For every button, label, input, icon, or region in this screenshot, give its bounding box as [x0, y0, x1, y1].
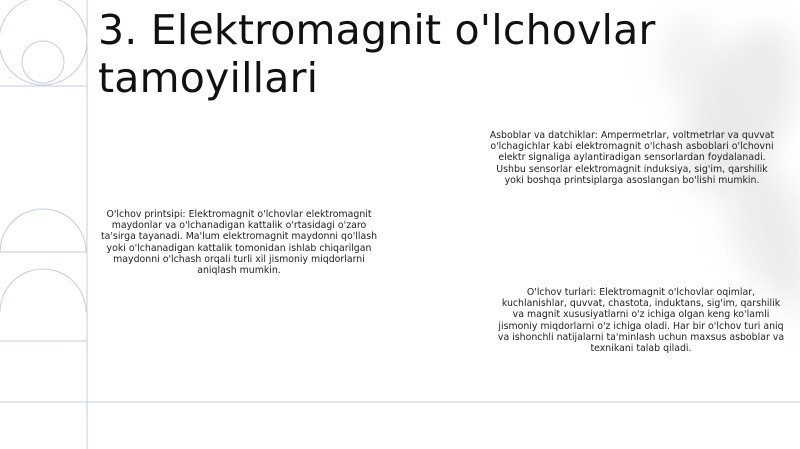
slide-title: 3. Elektromagnit o'lchovlar tamoyillari	[98, 6, 656, 102]
text-block-types: O'lchov turlari: Elektromagnit o'lchovlar oqimlar, kuchlanishlar, quvvat, chastota, induktans, sig'im, qarshilik va magnit xususiyatlarni o'z ichiga olgan keng ko'lamli jismoniy miqdorlarni o'z ichiga oladi. Har bir o'lchov turi aniq va ishonchli natijalarni ta'minlash uchun maxsus asboblar va texnikani talab qiladi.	[497, 287, 785, 355]
text-block-principle: O'lchov printsipi: Elektromagnit o'lchovlar elektromagnit maydonlar va o'lchanadigan kattalik o'rtasidagi o'zaro ta'sirga tayanadi. Ma'lum elektromagnit maydonni qo'llash yoki o'lchanadigan kattalik tomonidan ishlab chiqarilgan maydonni o'lchash orqali turli xil jismoniy miqdorlarni aniqlash mumkin.	[100, 209, 378, 277]
text-block-instruments: Asboblar va datchiklar: Ampermetrlar, voltmetrlar va quvvat o'lchagichlar kabi elektromagnit o'lchash asboblari o'lchovni elektr signaliga aylantiradigan sensorlardan foydalanadi. Ushbu sensorlar elektromagnit induksiya, sig'im, qarshilik yoki boshqa printsiplarga asoslangan bo'lishi mumkin.	[489, 130, 775, 186]
